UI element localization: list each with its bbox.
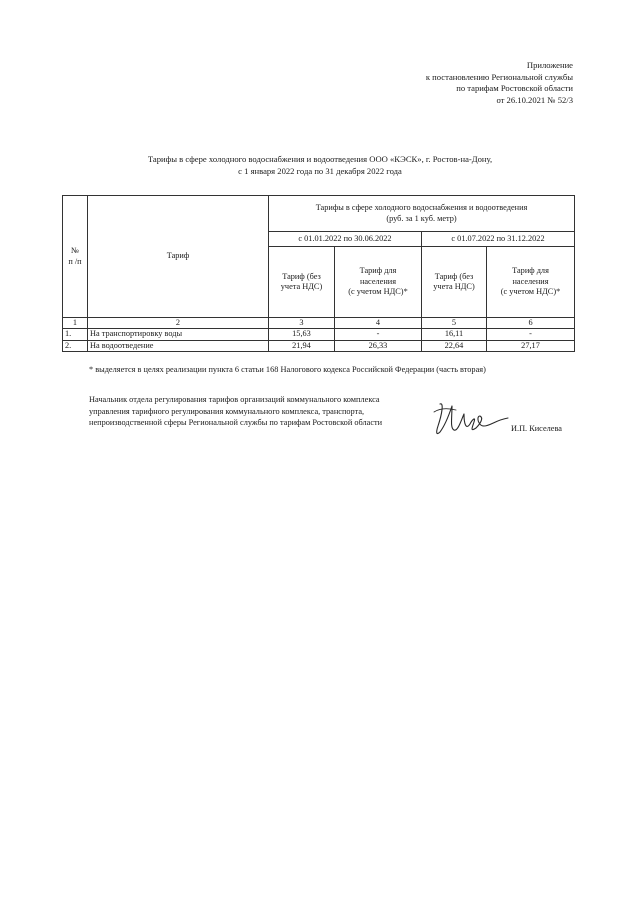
row-value: 15,63 [269,329,335,340]
header-num-symbol: № [71,246,79,256]
row-value: 22,64 [422,340,487,351]
sub-label-line: (с учетом НДС)* [348,287,408,297]
header-group-line: Тарифы в сфере холодного водоснабжения и водоотведения [315,203,528,213]
table-row [63,329,575,340]
sub-no-vat-cell [422,247,487,318]
sub-label-line: Тариф (без [282,271,321,281]
sub-label-line: Тариф для [359,266,397,276]
header-num-cell [63,196,88,318]
row-value: 21,94 [269,340,335,351]
footnote: * выделяется в целях реализации пункта 6 статьи 168 Налогового кодекса Российской Федерации (часть вторая) [89,365,486,374]
tariffs-table [62,195,575,352]
index-cell: 5 [422,318,487,329]
sub-label-line: Тариф для [512,266,549,276]
row-num: 2. [63,340,88,351]
header-group-line: (руб. за 1 куб. метр) [386,213,457,223]
index-cell: 1 [63,318,88,329]
row-value: 26,33 [335,340,422,351]
appendix-line: по тарифам Ростовской области [456,83,573,94]
title-line: с 1 января 2022 года по 31 декабря 2022 года [238,165,402,176]
sub-population-cell [487,247,575,318]
index-cell: 4 [335,318,422,329]
appendix-line: от 26.10.2021 № 52/3 [496,94,573,105]
table-row [63,340,575,351]
title-line: Тарифы в сфере холодного водоснабжения и водоотведения ООО «КЭСК», г. Ростов-на-Дону, [147,154,493,164]
row-name: На транспортировку воды [88,329,269,340]
sub-population-cell [335,247,422,318]
sub-label-line: учета НДС) [433,282,475,291]
index-cell: 6 [487,318,575,329]
signature-block [89,394,382,429]
signer-position-line: Начальник отдела регулирования тарифов организаций коммунального комплекса [89,395,380,404]
index-cell: 2 [88,318,269,329]
signer-position-line: управления тарифного регулирования коммунального комплекса, транспорта, [89,406,365,416]
handwritten-signature [430,398,510,440]
row-num: 1. [63,329,88,340]
row-value: - [335,329,422,340]
sub-label-line: учета НДС) [280,282,323,291]
sub-label-line: Тариф (без [434,271,474,281]
signer-name: И.П. Киселева [511,424,562,433]
document-title [90,154,550,178]
row-value: 16,11 [422,329,487,340]
header-num-label: п /п [68,256,82,266]
sub-label-line: населения [359,276,397,286]
index-row [63,318,575,329]
row-value: - [487,329,575,340]
header-tariff-cell: Тариф [88,196,269,318]
appendix-line: к постановлению Региональной службы [425,71,573,82]
index-cell: 3 [269,318,335,329]
sub-label-line: населения [512,276,549,286]
row-value: 27,17 [487,340,575,351]
appendix-header [313,60,573,106]
row-name: На водоотведение [88,340,269,351]
sub-label-line: (с учетом НДС)* [500,287,561,297]
period1-cell: с 01.01.2022 по 30.06.2022 [269,232,422,247]
appendix-line: Приложение [526,60,573,70]
header-row [63,196,575,232]
period2-cell: с 01.07.2022 по 31.12.2022 [422,232,575,247]
signer-position-line: непроизводственной сферы Региональной службы по тарифам Ростовской области [89,418,383,428]
header-group-cell [269,196,575,232]
sub-no-vat-cell [269,247,335,318]
